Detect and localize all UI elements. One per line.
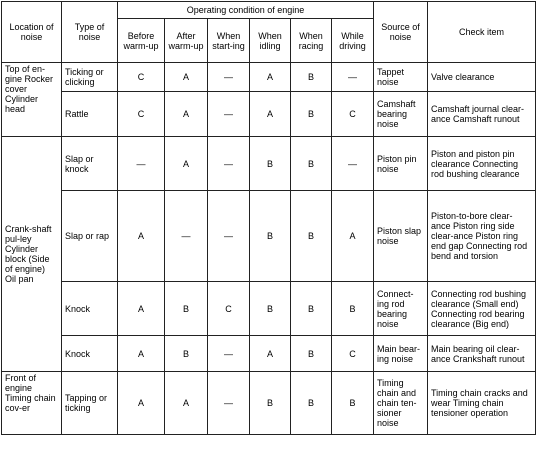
noise-source-cell: Piston pin noise xyxy=(374,137,428,191)
noise-type-cell: Knock xyxy=(62,282,118,336)
condition-value: B xyxy=(165,336,208,372)
check-item-cell: Camshaft journal clear-ance Camshaft runout xyxy=(428,92,536,137)
header-when-starting: When start-ing xyxy=(208,19,250,63)
condition-value: B xyxy=(332,282,374,336)
condition-value: A xyxy=(250,92,291,137)
condition-value: B xyxy=(291,63,332,92)
table-row xyxy=(2,137,536,191)
condition-value: A xyxy=(118,282,165,336)
condition-value: C xyxy=(118,92,165,137)
condition-value: A xyxy=(165,137,208,191)
table-row xyxy=(2,92,536,137)
condition-value: — xyxy=(165,191,208,282)
condition-value: — xyxy=(208,92,250,137)
table-row xyxy=(2,372,536,435)
header-row-top xyxy=(2,2,536,19)
noise-type-cell: Tapping or ticking xyxy=(62,372,118,435)
condition-value: C xyxy=(332,336,374,372)
condition-value: C xyxy=(332,92,374,137)
condition-value: — xyxy=(208,372,250,435)
noise-source-cell: Camshaft bearing noise xyxy=(374,92,428,137)
location-cell: Crank-shaft pul-ley Cylinder block (Side of engine) Oil pan xyxy=(2,137,62,372)
condition-value: A xyxy=(118,372,165,435)
condition-value: — xyxy=(208,63,250,92)
header-source: Source of noise xyxy=(374,2,428,63)
noise-type-cell: Knock xyxy=(62,336,118,372)
header-type: Type of noise xyxy=(62,2,118,63)
noise-type-cell: Ticking or clicking xyxy=(62,63,118,92)
condition-value: — xyxy=(208,336,250,372)
noise-source-cell: Main bear-ing noise xyxy=(374,336,428,372)
condition-value: B xyxy=(291,92,332,137)
check-item-cell: Piston-to-bore clear-ance Piston ring side clear-ance Piston ring end gap Connecting rod bend and torsion xyxy=(428,191,536,282)
check-item-cell: Piston and piston pin clearance Connecting rod bushing clearance xyxy=(428,137,536,191)
noise-source-cell: Connect-ing rod bearing noise xyxy=(374,282,428,336)
noise-type-cell: Rattle xyxy=(62,92,118,137)
noise-type-cell: Slap or knock xyxy=(62,137,118,191)
condition-value: A xyxy=(118,336,165,372)
engine-noise-table xyxy=(1,1,536,435)
condition-value: A xyxy=(250,336,291,372)
condition-value: — xyxy=(208,137,250,191)
noise-source-cell: Tappet noise xyxy=(374,63,428,92)
condition-value: — xyxy=(332,63,374,92)
condition-value: A xyxy=(165,63,208,92)
header-while-driving: While driving xyxy=(332,19,374,63)
condition-value: A xyxy=(332,191,374,282)
condition-value: — xyxy=(208,191,250,282)
header-operating-condition: Operating condition of engine xyxy=(118,2,374,19)
check-item-cell: Valve clearance xyxy=(428,63,536,92)
condition-value: B xyxy=(250,191,291,282)
condition-value: A xyxy=(165,372,208,435)
table-row xyxy=(2,336,536,372)
condition-value: C xyxy=(118,63,165,92)
condition-value: A xyxy=(165,92,208,137)
condition-value: A xyxy=(250,63,291,92)
header-before-warm-up: Before warm-up xyxy=(118,19,165,63)
condition-value: B xyxy=(250,282,291,336)
condition-value: — xyxy=(332,137,374,191)
header-after-warm-up: After warm-up xyxy=(165,19,208,63)
condition-value: B xyxy=(165,282,208,336)
condition-value: B xyxy=(291,336,332,372)
header-when-idling: When idling xyxy=(250,19,291,63)
condition-value: C xyxy=(208,282,250,336)
table-row xyxy=(2,63,536,92)
noise-type-cell: Slap or rap xyxy=(62,191,118,282)
condition-value: B xyxy=(291,372,332,435)
noise-source-cell: Piston slap noise xyxy=(374,191,428,282)
check-item-cell: Timing chain cracks and wear Timing chain tensioner operation xyxy=(428,372,536,435)
header-location: Location of noise xyxy=(2,2,62,63)
check-item-cell: Connecting rod bushing clearance (Small end) Connecting rod bearing clearance (Big end) xyxy=(428,282,536,336)
condition-value: B xyxy=(291,282,332,336)
condition-value: A xyxy=(118,191,165,282)
condition-value: B xyxy=(332,372,374,435)
location-cell: Front of engine Timing chain cov-er xyxy=(2,372,62,435)
table-row xyxy=(2,191,536,282)
condition-value: B xyxy=(250,137,291,191)
table-row xyxy=(2,282,536,336)
header-check-item: Check item xyxy=(428,2,536,63)
condition-value: B xyxy=(291,137,332,191)
header-when-racing: When racing xyxy=(291,19,332,63)
noise-diagnosis-page xyxy=(1,1,535,435)
condition-value: B xyxy=(291,191,332,282)
noise-source-cell: Timing chain and chain ten-sioner noise xyxy=(374,372,428,435)
condition-value: — xyxy=(118,137,165,191)
condition-value: B xyxy=(250,372,291,435)
check-item-cell: Main bearing oil clear-ance Crankshaft runout xyxy=(428,336,536,372)
location-cell: Top of en-gine Rocker cover Cylinder head xyxy=(2,63,62,137)
